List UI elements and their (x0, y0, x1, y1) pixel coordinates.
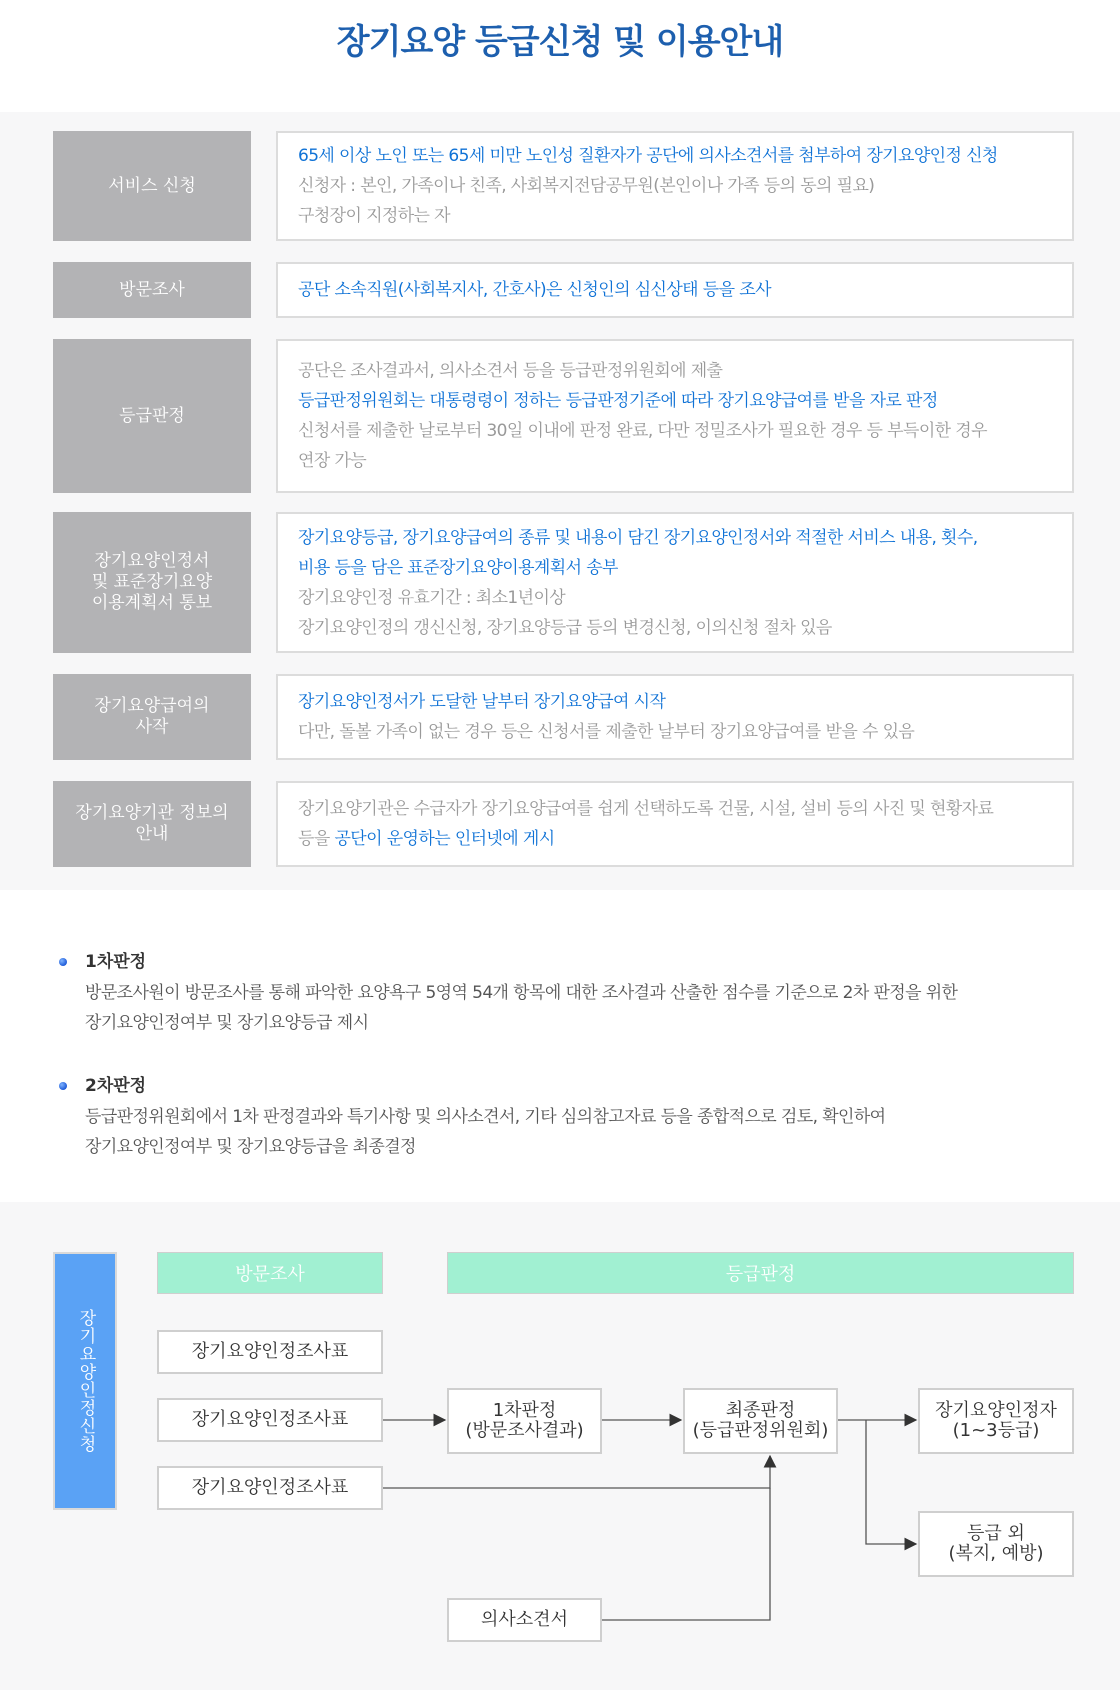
line-text: 장기요양인정서가 도달한 날부터 장기요양급여 시작 (298, 692, 666, 712)
step-description-line (298, 583, 1052, 613)
arrow-doctor-to-final (602, 1488, 770, 1620)
survey-form-2: 장기요양인정조사표 (157, 1398, 383, 1442)
line-text: 65세 이상 노인 또는 65세 미만 노인성 질환자가 공단에 의사소견서를 첨부하여 장기요양인정 신청 (298, 146, 998, 166)
step-description-line (298, 171, 1052, 201)
step-label: 방문조사 (53, 262, 251, 318)
line-text: 등급판정위원회는 대통령령이 정하는 등급판정기준에 따라 장기요양급여를 받을 자로 판정 (298, 391, 938, 411)
step-description-line (298, 717, 1052, 747)
step-label: 장기요양기관 정보의 안내 (53, 781, 251, 867)
bullet-dot-icon (59, 958, 67, 966)
side-label-text: 장기요양인정신청 (75, 1309, 96, 1453)
header-visit-survey: 방문조사 (157, 1252, 383, 1294)
line-text: 장기요양기관은 수급자가 장기요양급여를 쉽게 선택하도록 건물, 시설, 설비 등의 사진 및 현황자료 (298, 799, 994, 819)
bullet-text-line: 장기요양인정여부 및 장기요양등급을 최종결정 (85, 1137, 416, 1157)
note-second-judgment (56, 1074, 1056, 1162)
line-text: 장기요양인정 유효기간 : 최소1년이상 (298, 587, 566, 608)
step-label: 장기요양인정서 및 표준장기요양 이용계획서 통보 (53, 512, 251, 653)
step-visit-survey (53, 262, 1074, 318)
survey-form-1: 장기요양인정조사표 (157, 1330, 383, 1374)
flow-diagram (0, 1202, 1120, 1690)
survey-form-3: 장기요양인정조사표 (157, 1466, 383, 1510)
line-text: 구청장이 지정하는 자 (298, 206, 451, 226)
doctor-opinion-box: 의사소견서 (447, 1598, 602, 1642)
step-service-application (53, 131, 1074, 241)
bullet-text-line: 방문조사원이 방문조사를 통해 파악한 요양욕구 5영역 54개 항목에 대한 조사결과 산출한 점수를 기준으로 2차 판정을 위한 (85, 983, 958, 1003)
bullet-dot-icon (59, 1082, 67, 1090)
step-description-line (298, 613, 1052, 643)
bullet-title: 1차판정 (85, 952, 147, 972)
judgment-notes (56, 950, 1056, 1198)
step-description (276, 674, 1074, 760)
step-institution-info (53, 781, 1074, 867)
step-description-line (298, 794, 1052, 824)
step-description (276, 781, 1074, 867)
step-description-line (298, 824, 1052, 854)
line-text: 공단은 조사결과서, 의사소견서 등을 등급판정위원회에 제출 (298, 361, 723, 381)
page-title: 장기요양 등급신청 및 이용안내 (336, 22, 784, 62)
arrow-survey3-to-final (383, 1456, 770, 1488)
step-description-line (298, 275, 1052, 305)
line-text: 연장 가능 (298, 451, 367, 471)
step-description-line (298, 356, 1052, 386)
bullet-title: 2차판정 (85, 1076, 147, 1096)
step-description-line (298, 201, 1052, 231)
line-text: 신청서를 제출한 날로부터 30일 이내에 판정 완료, 다만 정밀조사가 필요한 경우 등 부득이한 경우 (298, 421, 987, 441)
step-grade-judgment (53, 339, 1074, 493)
line-text: 장기요양인정의 갱신신청, 장기요양등급 등의 변경신청, 이의신청 절차 있음 (298, 617, 832, 638)
line-text: 공단 소속직원(사회복지사, 간호사)은 신청인의 심신상태 등을 조사 (298, 280, 771, 300)
step-description-line (298, 687, 1052, 717)
step-description-line (298, 141, 1052, 171)
step-label: 장기요양급여의 사작 (53, 674, 251, 760)
bullet-text-line: 장기요양인정여부 및 장기요양등급 제시 (85, 1013, 369, 1033)
step-description-line (298, 523, 1052, 553)
step-description-line (298, 553, 1052, 583)
line-text: 신청자 : 본인, 가족이나 친족, 사회복지전담공무원(본인이나 가족 등의 동의 필요) (298, 176, 875, 196)
process-steps-panel (0, 112, 1120, 890)
first-judgment-box: 1차판정 (방문조사결과) (447, 1388, 602, 1454)
step-description (276, 339, 1074, 493)
step-description-line (298, 416, 1052, 446)
step-description-line (298, 386, 1052, 416)
line-text: 비용 등을 담은 표준장기요양이용계획서 송부 (298, 557, 618, 578)
line-highlight-text: 공단이 운영하는 인터넷에 게시 (334, 829, 555, 849)
step-benefit-start (53, 674, 1074, 760)
step-label: 등급판정 (53, 339, 251, 493)
step-description-line (298, 446, 1052, 476)
header-grade-judgment: 등급판정 (447, 1252, 1074, 1294)
note-first-judgment (56, 950, 1056, 1038)
final-judgment-box: 최종판정 (등급판정위원회) (683, 1388, 838, 1454)
line-text: 등을 (298, 829, 335, 849)
step-description (276, 262, 1074, 318)
step-label: 서비스 신청 (53, 131, 251, 241)
outside-grade-box: 등급 외 (복지, 예방) (918, 1511, 1074, 1577)
step-description (276, 131, 1074, 241)
step-certificate-notice (53, 512, 1074, 653)
approved-recipient-box: 장기요양인정자 (1~3등급) (918, 1388, 1074, 1454)
line-text: 장기요양등급, 장기요양급여의 종류 및 내용이 담긴 장기요양인정서와 적절한 서비스 내용, 횟수, (298, 527, 978, 548)
step-description (276, 512, 1074, 653)
line-text: 다만, 돌볼 가족이 없는 경우 등은 신청서를 제출한 날부터 장기요양급여를 받을 수 있음 (298, 722, 915, 742)
arrow-final-to-outside (866, 1420, 916, 1544)
flow-connectors (0, 1202, 1120, 1690)
bullet-text-line: 등급판정위원회에서 1차 판정결과와 특기사항 및 의사소견서, 기타 심의참고자료 등을 종합적으로 검토, 확인하여 (85, 1107, 886, 1127)
